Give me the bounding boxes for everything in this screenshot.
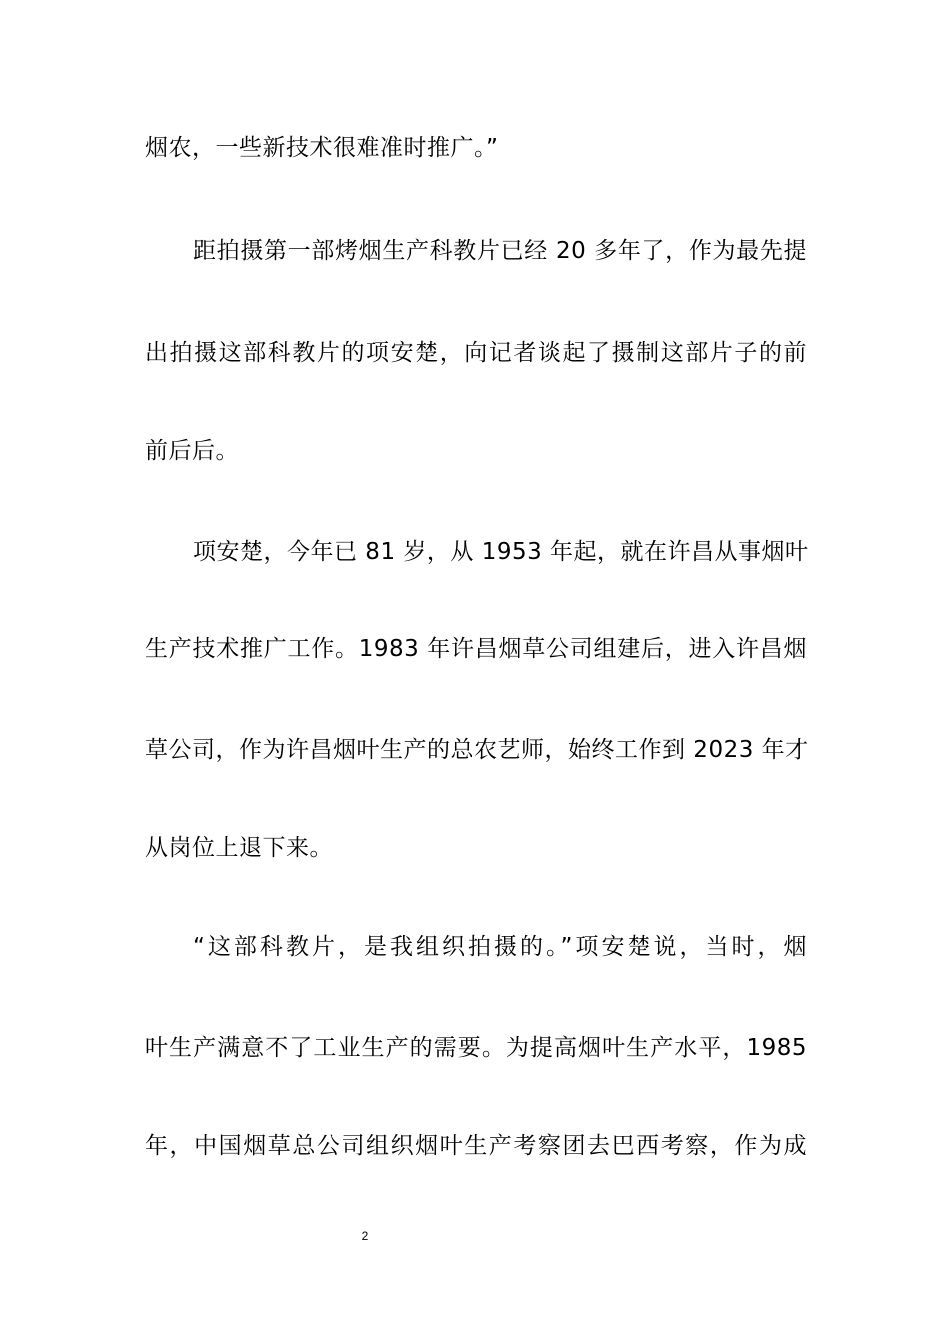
paragraph-2-line-1: 距拍摄第一部烤烟生产科教片已经 20 多年了，作为最先提 — [193, 238, 807, 264]
paragraph-2-line-3: 前后后。 — [145, 438, 239, 464]
paragraph-4-line-3: 年，中国烟草总公司组织烟叶生产考察团去巴西考察，作为成 — [145, 1133, 807, 1159]
paragraph-4-line-2: 叶生产满意不了工业生产的需要。为提高烟叶生产水平，1985 — [145, 1035, 807, 1061]
paragraph-3-line-4: 从岗位上退下来。 — [145, 835, 333, 861]
paragraph-2-line-2: 出拍摄这部科教片的项安楚，向记者谈起了摄制这部片子的前 — [145, 340, 807, 366]
paragraph-1-line-1: 烟农，一些新技术很难准时推广。” — [145, 135, 499, 161]
page-number: 2 — [361, 1229, 369, 1243]
paragraph-3-line-3: 草公司，作为许昌烟叶生产的总农艺师，始终工作到 2023 年才 — [145, 737, 809, 763]
paragraph-3-line-1: 项安楚，今年已 81 岁，从 1953 年起，就在许昌从事烟叶 — [193, 539, 809, 565]
paragraph-3-line-2: 生产技术推广工作。1983 年许昌烟草公司组建后，进入许昌烟 — [145, 636, 807, 662]
paragraph-4-line-1: “这部科教片，是我组织拍摄的。”项安楚说，当时，烟 — [193, 934, 807, 960]
